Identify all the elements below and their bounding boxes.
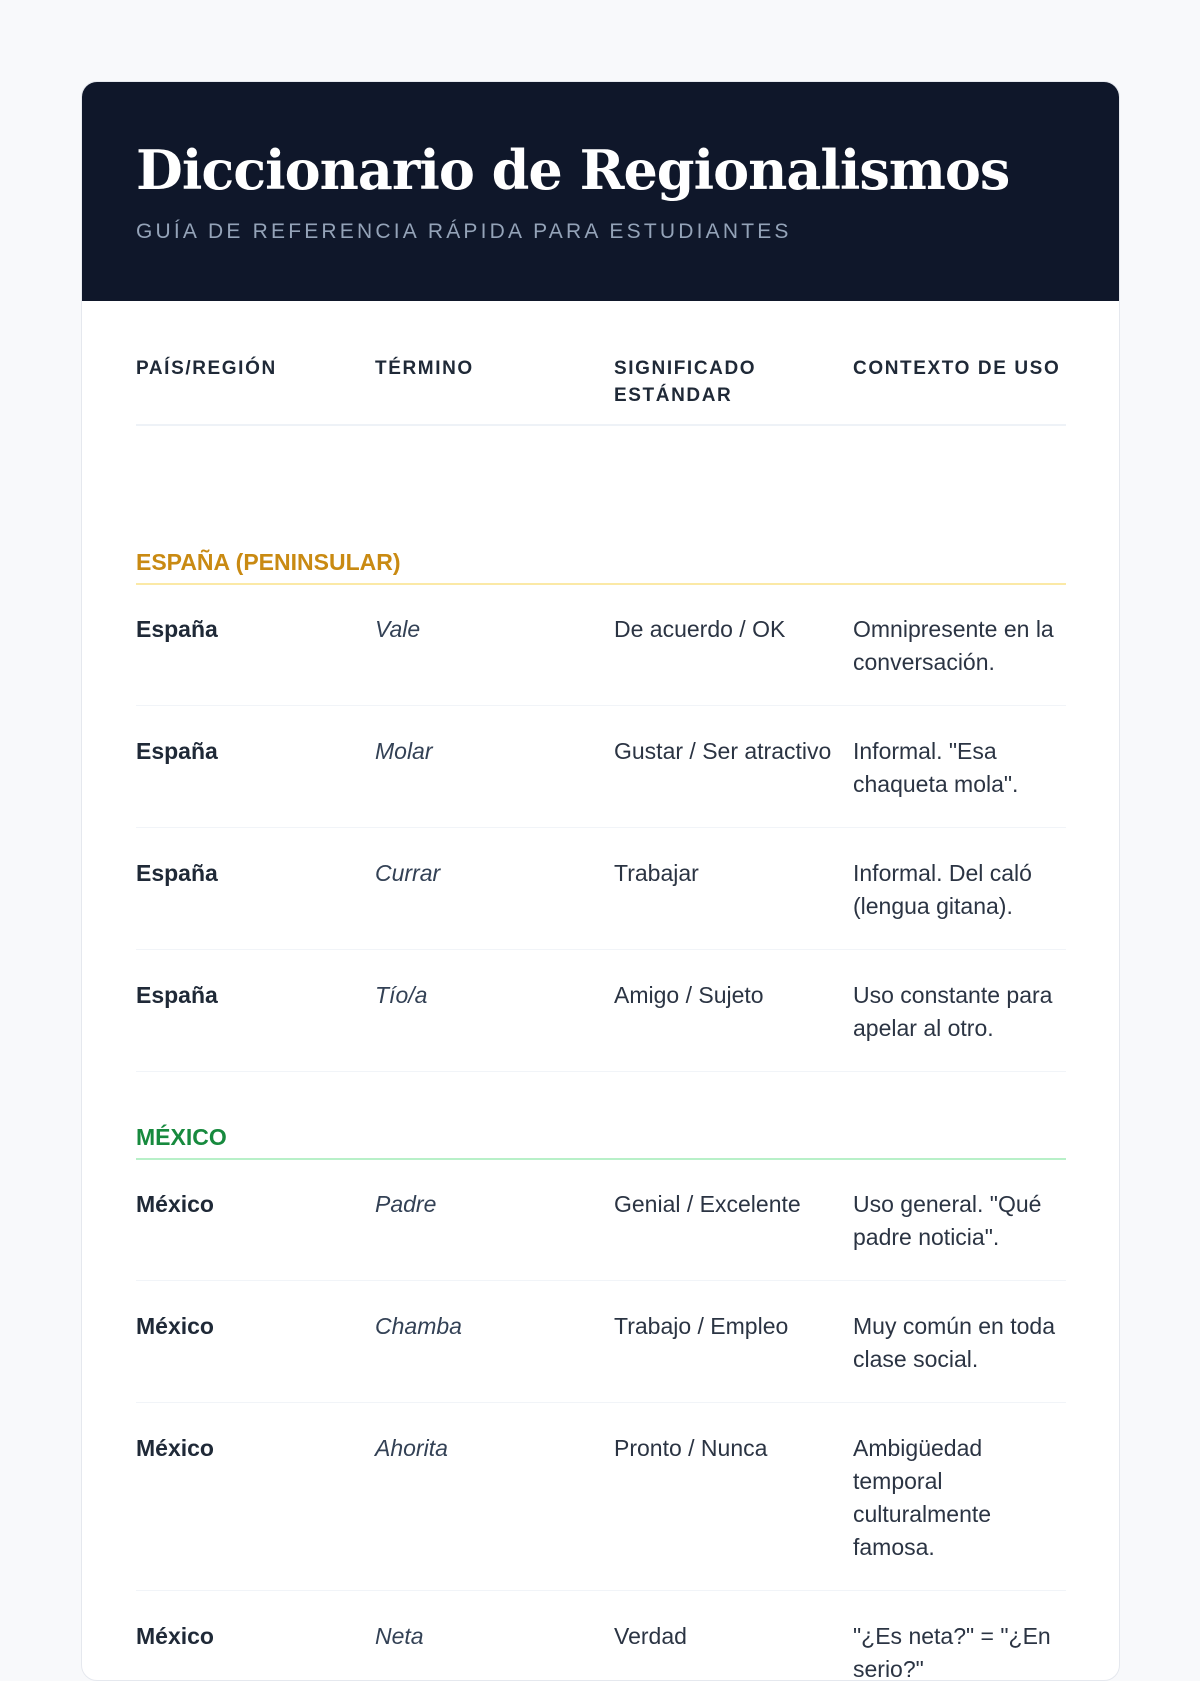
- cell-context: Uso general. "Qué padre noticia".: [853, 1191, 1042, 1250]
- column-header-context: CONTEXTO DE USO: [853, 358, 1061, 379]
- dictionary-card: [81, 81, 1120, 1681]
- column-header-region: PAÍS/REGIÓN: [136, 358, 277, 379]
- section-heading-spain: ESPAÑA (PENINSULAR): [136, 547, 1066, 585]
- cell-region: España: [136, 616, 218, 642]
- table-row: [136, 949, 1066, 1072]
- column-header-term: TÉRMINO: [375, 358, 474, 379]
- table-row: [136, 1158, 1066, 1281]
- table-row: [136, 583, 1066, 706]
- cell-region: México: [136, 1435, 214, 1461]
- cell-region: México: [136, 1313, 214, 1339]
- cell-term: Chamba: [375, 1313, 462, 1339]
- cell-region: España: [136, 982, 218, 1008]
- table-row: [136, 1590, 1066, 1681]
- cell-region: España: [136, 738, 218, 764]
- cell-context: Informal. "Esa chaqueta mola".: [853, 738, 1019, 797]
- page-subtitle: GUÍA DE REFERENCIA RÁPIDA PARA ESTUDIANTES: [136, 220, 792, 243]
- cell-meaning: Trabajar: [614, 860, 699, 886]
- cell-term: Tío/a: [375, 982, 428, 1008]
- table-row: [136, 1402, 1066, 1591]
- cell-region: México: [136, 1191, 214, 1217]
- cell-context: Informal. Del caló (lengua gitana).: [853, 860, 1032, 919]
- cell-meaning: Genial / Excelente: [614, 1191, 801, 1217]
- table-row: [136, 827, 1066, 950]
- cell-context: "¿Es neta?" = "¿En serio?": [853, 1623, 1051, 1681]
- table-row: [136, 705, 1066, 828]
- cell-term: Ahorita: [375, 1435, 448, 1461]
- cell-meaning: De acuerdo / OK: [614, 616, 786, 642]
- table-row: [136, 1280, 1066, 1403]
- cell-region: México: [136, 1623, 214, 1649]
- cell-meaning: Gustar / Ser atractivo: [614, 738, 832, 764]
- table-header: [136, 301, 1066, 426]
- cell-term: Vale: [375, 616, 421, 642]
- page-title: Diccionario de Regionalismos: [136, 138, 1010, 202]
- cell-meaning: Verdad: [614, 1623, 687, 1649]
- cell-region: España: [136, 860, 218, 886]
- header: [82, 82, 1119, 301]
- cell-meaning: Amigo / Sujeto: [614, 982, 764, 1008]
- section-heading-mexico: MÉXICO: [136, 1122, 1066, 1160]
- cell-meaning: Trabajo / Empleo: [614, 1313, 789, 1339]
- cell-context: Omnipresente en la conversación.: [853, 616, 1054, 675]
- cell-context: Uso constante para apelar al otro.: [853, 982, 1053, 1041]
- cell-term: Padre: [375, 1191, 437, 1217]
- cell-term: Currar: [375, 860, 441, 886]
- cell-meaning: Pronto / Nunca: [614, 1435, 768, 1461]
- cell-term: Molar: [375, 738, 433, 764]
- column-header-meaning: SIGNIFICADO ESTÁNDAR: [614, 358, 757, 406]
- cell-context: Ambigüedad temporal culturalmente famosa.: [853, 1435, 992, 1560]
- cell-context: Muy común en toda clase social.: [853, 1313, 1056, 1372]
- cell-term: Neta: [375, 1623, 424, 1649]
